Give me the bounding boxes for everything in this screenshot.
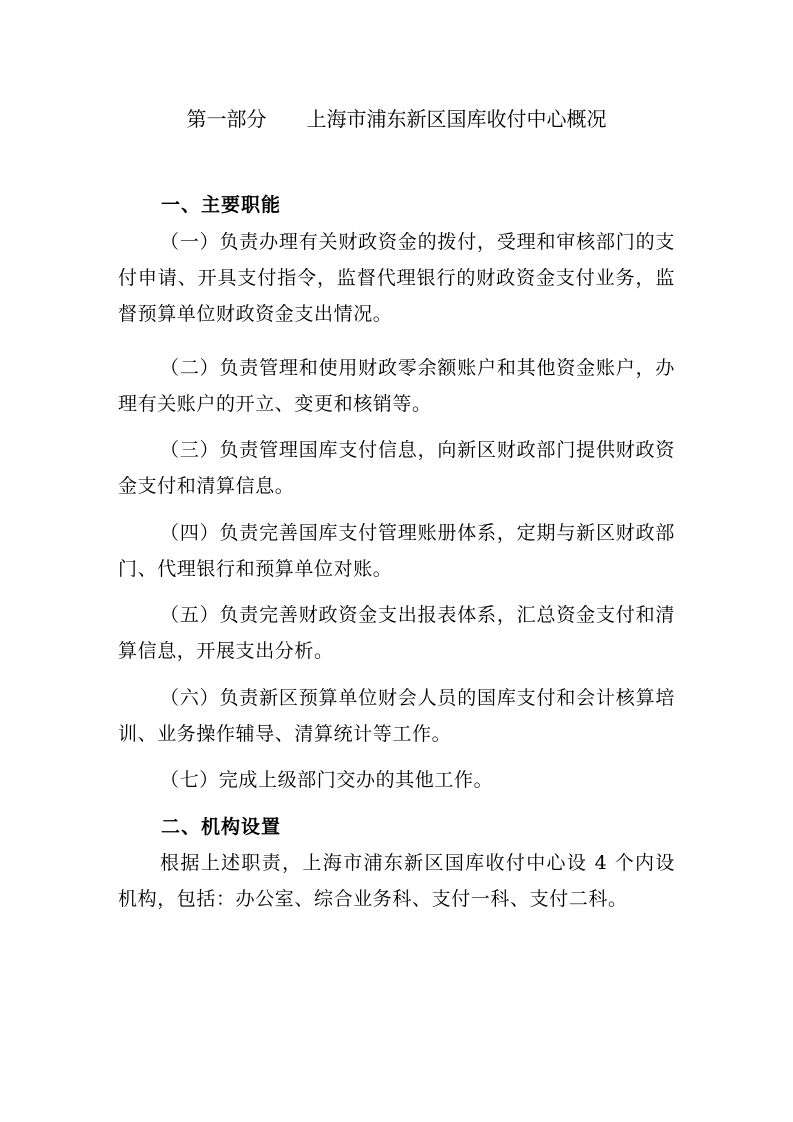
section-heading-organization: 二、机构设置 — [161, 816, 282, 838]
paragraph-function-4: （四）负责完善国库支付管理账册体系，定期与新区财政部门、代理银行和预算单位对账。 — [118, 522, 675, 580]
paragraph-function-6: （六）负责新区预算单位财会人员的国库支付和会计核算培训、业务操作辅导、清算统计等工作。 — [118, 687, 675, 745]
section-heading-functions: 一、主要职能 — [161, 194, 282, 216]
paragraph-function-5: （五）负责完善财政资金支出报表体系，汇总资金支付和清算信息，开展支出分析。 — [118, 604, 675, 662]
document-title: 第一部分 上海市浦东新区国库收付中心概况 — [186, 107, 607, 131]
paragraph-organization: 根据上述职责，上海市浦东新区国库收付中心设 4 个内设机构，包括：办公室、综合业务科、支付一科、支付二科。 — [118, 852, 675, 910]
paragraph-function-1: （一）负责办理有关财政资金的拨付，受理和审核部门的支付申请、开具支付指令，监督代理银行的财政资金支付业务，监督预算单位财政资金支出情况。 — [118, 231, 675, 325]
paragraph-function-7: （七）完成上级部门交办的其他工作。 — [160, 769, 494, 791]
paragraph-function-2: （二）负责管理和使用财政零余额账户和其他资金账户，办理有关账户的开立、变更和核销等。 — [118, 357, 675, 415]
paragraph-function-3: （三）负责管理国库支付信息，向新区财政部门提供财政资金支付和清算信息。 — [118, 439, 675, 497]
